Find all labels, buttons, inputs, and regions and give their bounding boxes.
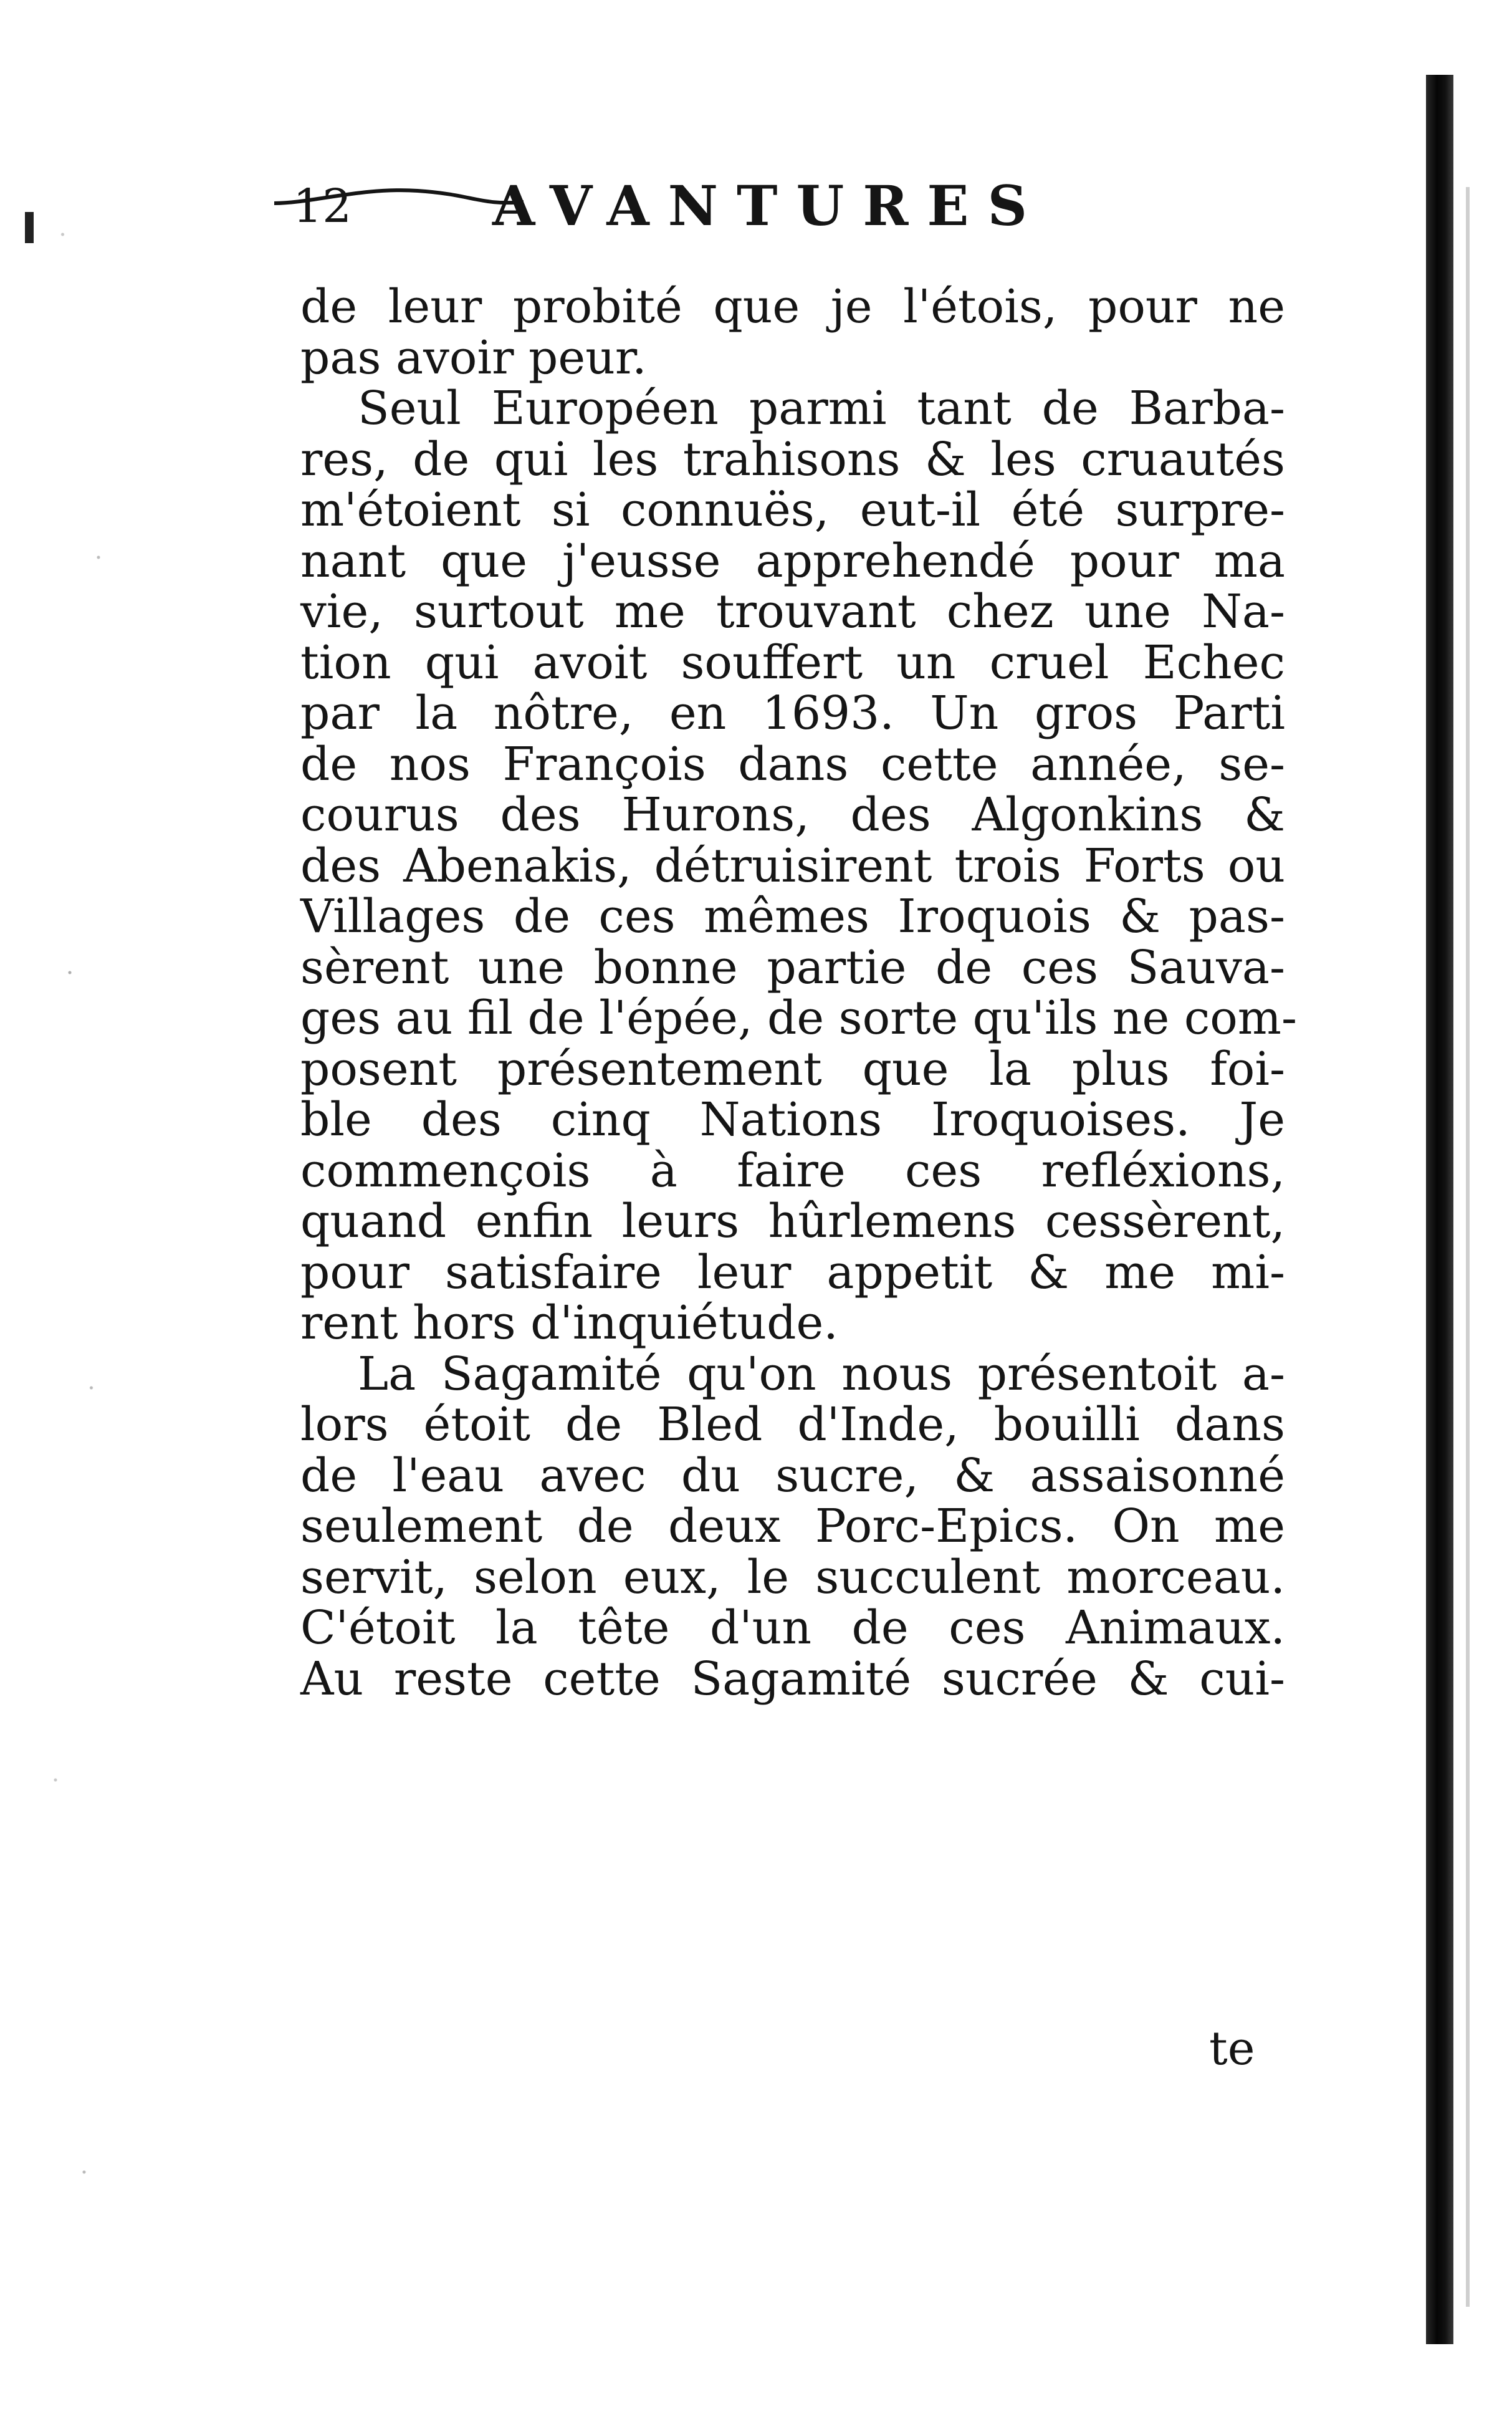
text-line: des Abenakis, détruisirent trois Forts ou	[300, 839, 1285, 893]
scan-margin-noise	[12, 50, 156, 2357]
text-line: C'étoit la tête d'un de ces Animaux.	[300, 1601, 1285, 1655]
binding-edge-shadow	[1426, 75, 1453, 2344]
text-line: commençois à faire ces refléxions,	[300, 1143, 1285, 1198]
text-line: ges au fil de l'épée, de sorte qu'ils ne com-	[300, 991, 1297, 1045]
text-line: La Sagamité qu'on nous présentoit a-	[358, 1347, 1285, 1401]
text-line: pour satisfaire leur appetit & me mi-	[300, 1245, 1285, 1299]
text-line: ble des cinq Nations Iroquoises. Je	[300, 1093, 1285, 1147]
text-line: Seul Européen parmi tant de Barba-	[358, 382, 1285, 435]
text-line: lors étoit de Bled d'Inde, bouilli dans	[300, 1398, 1285, 1451]
page-number: 12	[293, 180, 352, 233]
text-line: servit, selon eux, le succulent morceau.	[300, 1550, 1285, 1604]
text-line: Au reste cette Sagamité sucrée & cui-	[300, 1652, 1285, 1706]
body-text	[300, 280, 1297, 1706]
running-head-title: AVANTURES	[492, 173, 1046, 238]
text-line: posent présentement que la plus foi-	[300, 1042, 1285, 1096]
text-line: tion qui avoit souffert un cruel Echec	[300, 635, 1285, 690]
text-line: rent hors d'inquiétude.	[300, 1296, 838, 1350]
text-line: par la nôtre, en 1693. Un gros Parti	[300, 686, 1285, 740]
text-line: sèrent une bonne partie de ces Sauva-	[300, 940, 1285, 994]
text-line: quand enfin leurs hûrlemens cessèrent,	[300, 1195, 1285, 1248]
text-line: seulement de deux Porc-Epics. On me	[300, 1499, 1285, 1553]
running-head	[274, 172, 1159, 241]
text-line: courus des Hurons, des Algonkins &	[300, 788, 1285, 842]
text-line: res, de qui les trahisons & les cruautés	[300, 432, 1285, 486]
text-line: de nos François dans cette année, se-	[300, 737, 1285, 791]
binding-edge-line	[1466, 187, 1470, 2307]
catchword: te	[1209, 2022, 1255, 2075]
text-line: pas avoir peur.	[300, 330, 647, 385]
text-line: Villages de ces mêmes Iroquois & pas-	[300, 890, 1285, 943]
text-line: vie, surtout me trouvant chez une Na-	[300, 585, 1285, 638]
text-line: de leur probité que je l'étois, pour ne	[300, 280, 1285, 334]
text-line: nant que j'eusse apprehendé pour ma	[300, 534, 1285, 588]
text-line: de l'eau avec du sucre, & assaisonné	[300, 1448, 1285, 1503]
scan-margin-mark	[25, 212, 34, 243]
text-line: m'étoient si connuës, eut-il été surpre-	[300, 483, 1285, 537]
